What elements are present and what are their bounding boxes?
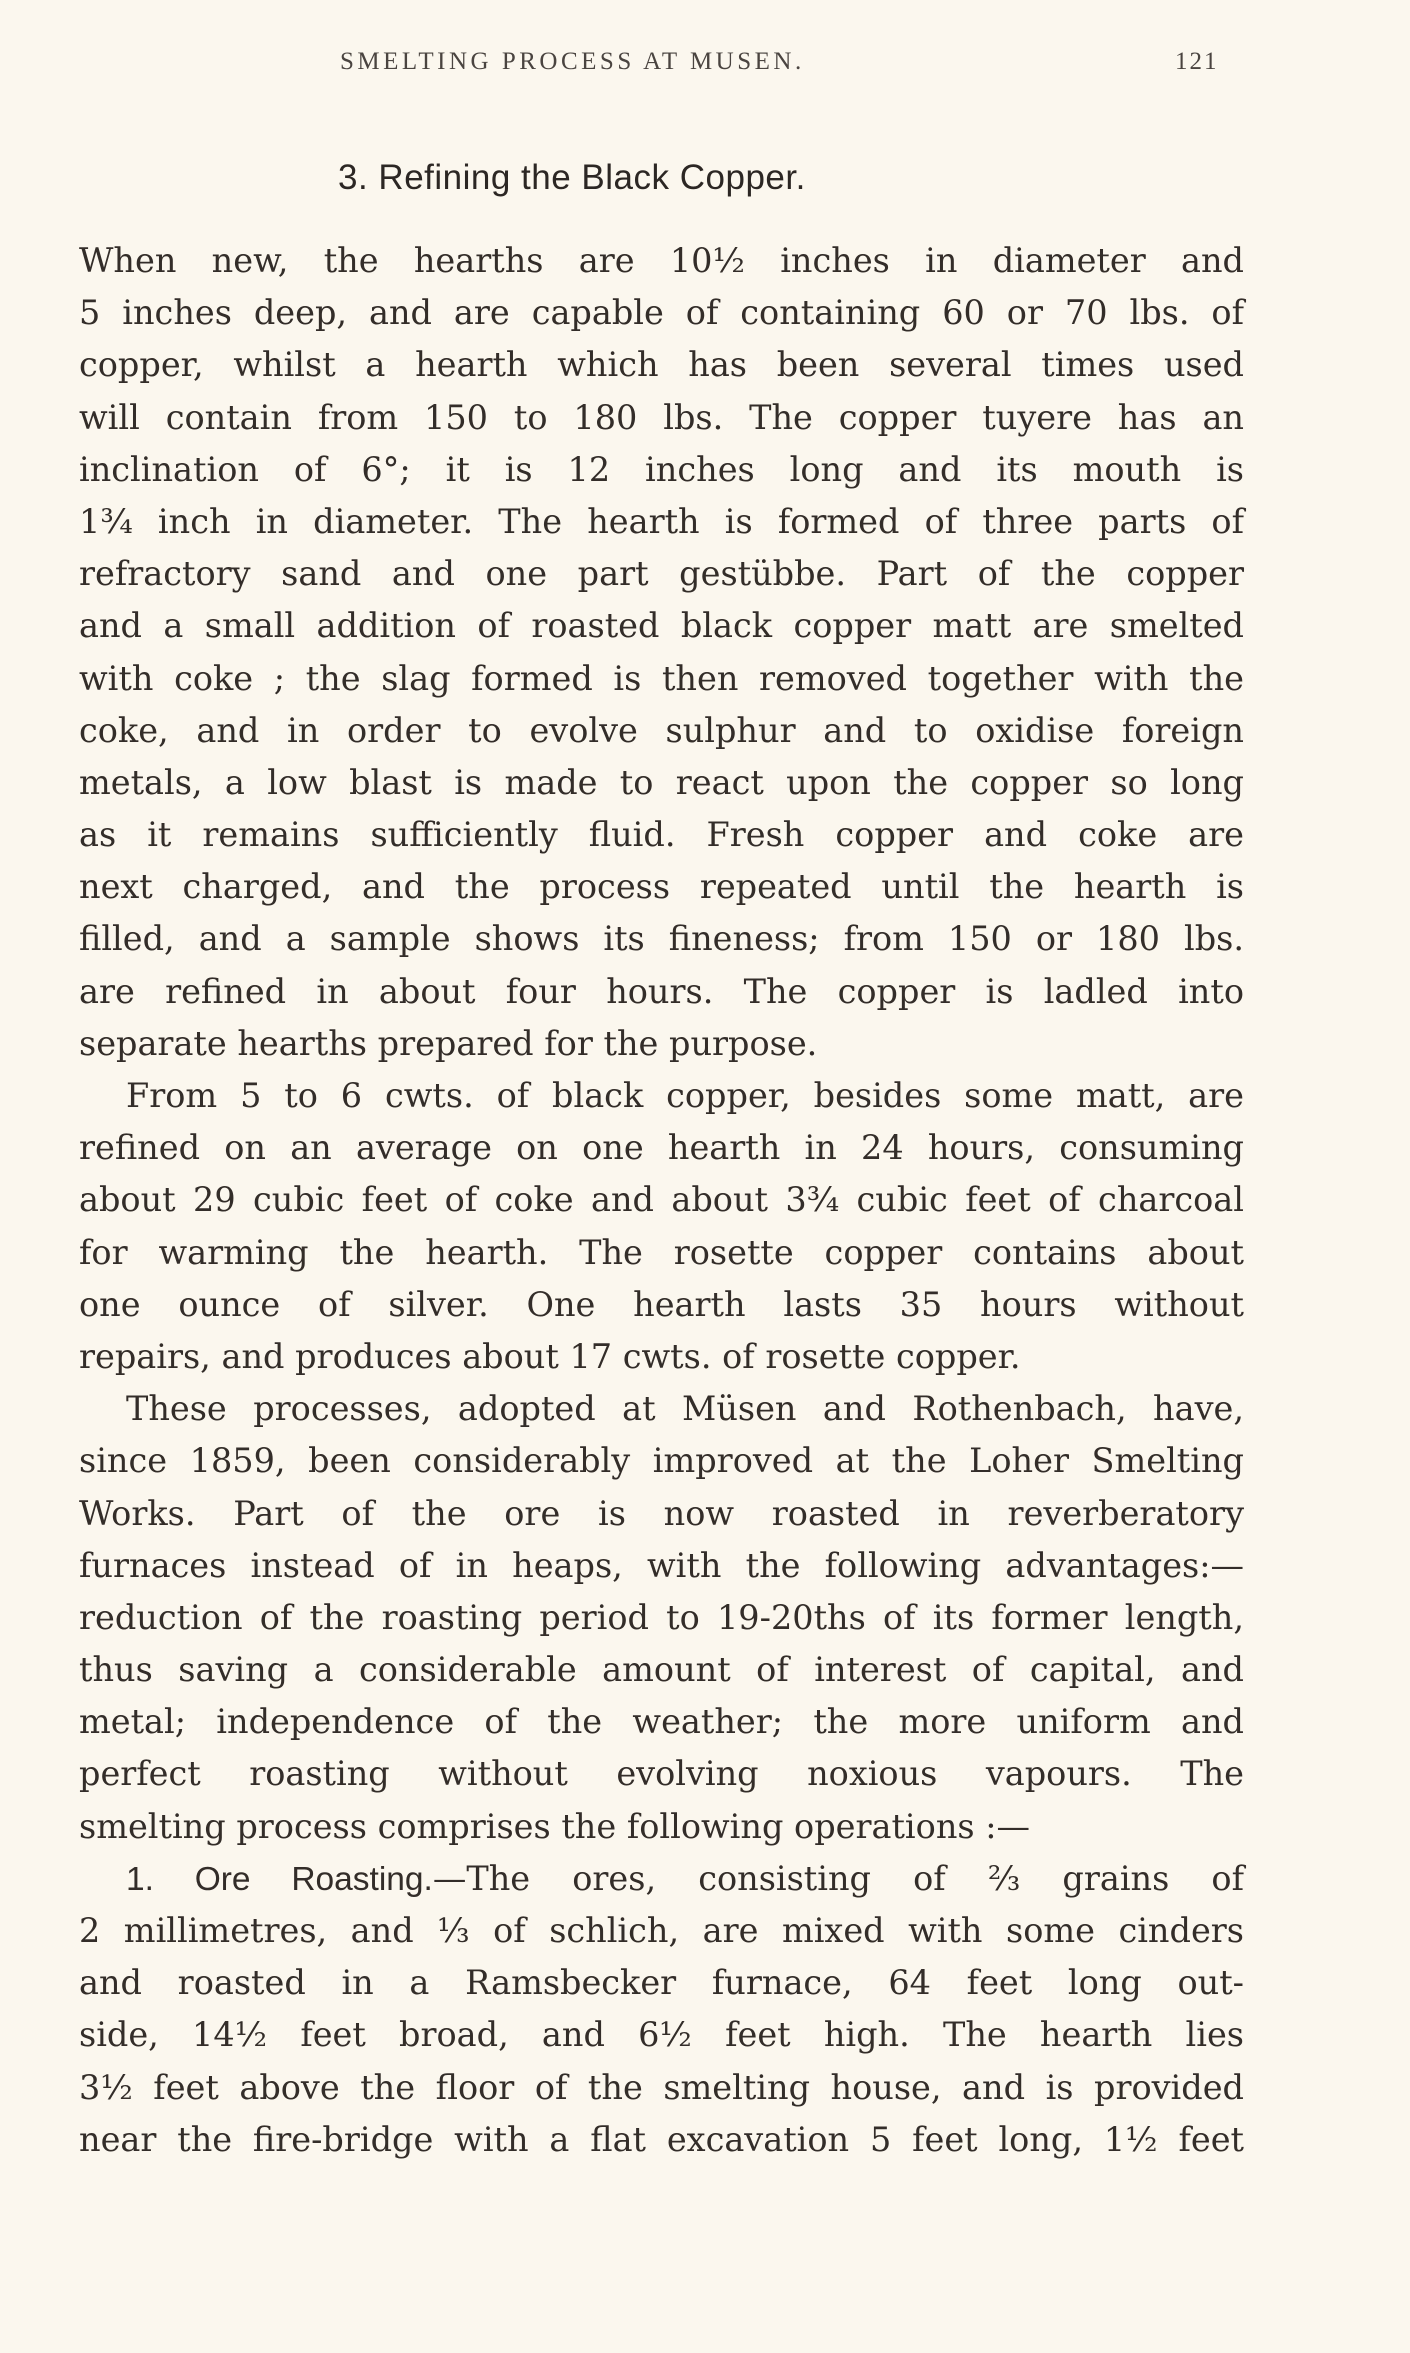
- text-line: next charged, and the process repeated until the hearth is: [79, 867, 1244, 907]
- text-line: refractory sand and one part gestübbe. Part of the copper: [79, 554, 1244, 594]
- text-line: one ounce of silver. One hearth lasts 35 hours without: [79, 1284, 1244, 1324]
- text-line: as it remains sufficiently fluid. Fresh copper and coke are: [79, 815, 1244, 855]
- text-line: repairs, and produces about 17 cwts. of rosette copper.: [79, 1336, 1021, 1376]
- text-line: 3½ feet above the floor of the smelting house, and is provided: [79, 2067, 1244, 2107]
- text-line: From 5 to 6 cwts. of black copper, besides some matt, are: [126, 1076, 1244, 1115]
- text-line: will contain from 150 to 180 lbs. The copper tuyere has an: [79, 397, 1244, 437]
- text-line: inclination of 6°; it is 12 inches long and its mouth is: [79, 449, 1244, 489]
- subsection-lead: 1. Ore Roasting.: [126, 1860, 433, 1898]
- page-number: 121: [1175, 48, 1219, 75]
- text-line: for warming the hearth. The rosette copper contains about: [79, 1232, 1244, 1272]
- text-line: metal; independence of the weather; the more uniform and: [79, 1702, 1244, 1742]
- text-line: since 1859, been considerably improved at the Loher Smelting: [79, 1441, 1244, 1481]
- text-line: furnaces instead of in heaps, with the following advantages:—: [79, 1545, 1244, 1585]
- text-line: separate hearths prepared for the purpose.: [79, 1023, 818, 1063]
- text-line: These processes, adopted at Müsen and Rothenbach, have,: [126, 1389, 1244, 1429]
- text-line: side, 14½ feet broad, and 6½ feet high. The hearth lies: [79, 2015, 1244, 2055]
- text-line: 2 millimetres, and ⅓ of schlich, are mixed with some cinders: [79, 1911, 1244, 1950]
- paragraph-2: [79, 1070, 1244, 1383]
- text-line: refined on an average on one hearth in 24 hours, consuming: [79, 1128, 1244, 1168]
- text-line: smelting process comprises the following operations :—: [79, 1806, 1031, 1846]
- text-line: When new, the hearths are 10½ inches in diameter and: [79, 241, 1244, 280]
- text-line: are refined in about four hours. The copper is ladled into: [79, 971, 1244, 1011]
- text-line: [79, 1853, 1244, 1905]
- text-line: with coke ; the slag formed is then removed together with the: [79, 658, 1244, 698]
- text-line: near the fire-bridge with a flat excavation 5 feet long, 1½ feet: [79, 2119, 1244, 2159]
- paragraph-3: [79, 1383, 1244, 1853]
- text-line: about 29 cubic feet of coke and about 3¾ cubic feet of charcoal: [79, 1180, 1244, 1220]
- text-line: 5 inches deep, and are capable of containing 60 or 70 lbs. of: [79, 293, 1244, 333]
- text-line: 1¾ inch in diameter. The hearth is formed of three parts of: [79, 501, 1244, 541]
- paragraph-4: [79, 1853, 1244, 2166]
- running-head: SMELTING PROCESS AT MUSEN.: [340, 48, 805, 75]
- text-fragment: —The ores, consisting of ⅔ grains of: [432, 1858, 1245, 1898]
- text-line: Works. Part of the ore is now roasted in reverberatory: [79, 1493, 1244, 1533]
- text-line: coke, and in order to evolve sulphur and to oxidise foreign: [79, 710, 1244, 750]
- paragraph-1: [79, 235, 1244, 1070]
- section-heading: 3. Refining the Black Copper.: [338, 158, 806, 197]
- text-line: reduction of the roasting period to 19-20ths of its former length,: [79, 1597, 1244, 1637]
- text-line: filled, and a sample shows its fineness; from 150 or 180 lbs.: [79, 919, 1244, 959]
- body-text: [79, 235, 1244, 2166]
- text-line: and a small addition of roasted black copper matt are smelted: [79, 606, 1244, 646]
- text-line: and roasted in a Ramsbecker furnace, 64 feet long out-: [79, 1963, 1244, 2003]
- text-line: copper, whilst a hearth which has been several times used: [79, 345, 1244, 385]
- text-line: perfect roasting without evolving noxious vapours. The: [79, 1754, 1244, 1794]
- text-line: metals, a low blast is made to react upon the copper so long: [79, 762, 1244, 802]
- text-line: thus saving a considerable amount of interest of capital, and: [79, 1650, 1244, 1690]
